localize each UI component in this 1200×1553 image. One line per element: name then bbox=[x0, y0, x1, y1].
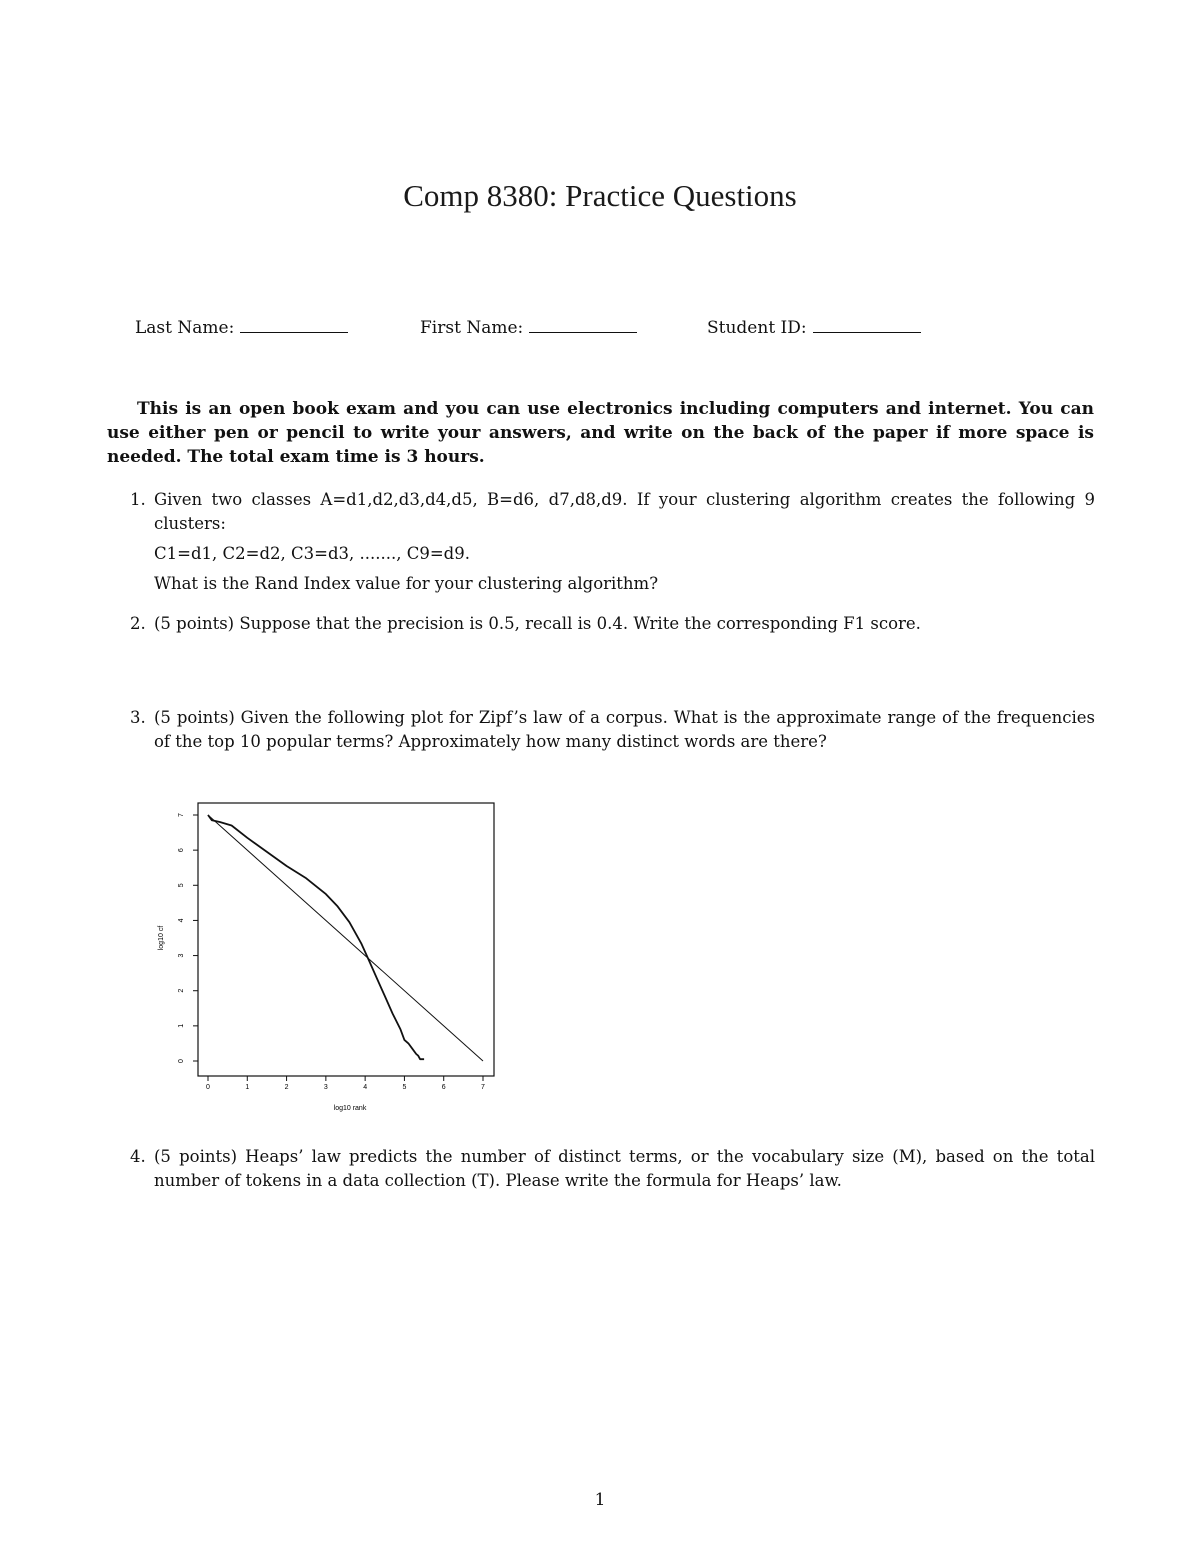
x-tick-label: 1 bbox=[245, 1084, 250, 1091]
x-tick-label: 4 bbox=[363, 1084, 368, 1091]
last-name-field[interactable] bbox=[135, 318, 348, 338]
y-tick-label: 6 bbox=[178, 848, 185, 853]
exam-instructions: This is an open book exam and you can use electronics including computers and internet. You can use either pen or pencil to write your answers, and write on the back of the paper if more space is needed. The total exam time is 3 hours. bbox=[107, 399, 1094, 467]
y-axis-label: log10 cf bbox=[158, 925, 165, 951]
first-name-blank[interactable] bbox=[529, 318, 637, 333]
x-axis-ticks bbox=[206, 1076, 485, 1091]
question-text: Given two classes A=d1,d2,d3,d4,d5, B=d6, d7,d8,d9. If your clustering algorithm creates the following 9 clusters: bbox=[154, 490, 1095, 533]
y-tick-label: 5 bbox=[178, 883, 185, 888]
question-number: 4. bbox=[130, 1147, 146, 1166]
y-tick-label: 1 bbox=[178, 1023, 185, 1028]
y-tick-label: 0 bbox=[178, 1059, 185, 1063]
x-tick-label: 6 bbox=[441, 1084, 446, 1091]
plot-series bbox=[208, 815, 483, 1061]
page-title: Comp 8380: Practice Questions bbox=[403, 178, 797, 213]
question-4 bbox=[130, 1145, 1095, 1193]
plot-frame bbox=[198, 803, 494, 1076]
student-id-blank[interactable] bbox=[813, 318, 921, 333]
first-name-field[interactable] bbox=[420, 318, 637, 338]
question-number: 1. bbox=[130, 490, 146, 509]
y-tick-label: 4 bbox=[178, 918, 185, 923]
question-prompt: What is the Rand Index value for your clustering algorithm? bbox=[154, 574, 659, 593]
x-tick-label: 5 bbox=[402, 1084, 407, 1091]
question-1 bbox=[130, 488, 1095, 596]
question-2 bbox=[130, 612, 1095, 636]
x-tick-label: 7 bbox=[481, 1084, 485, 1091]
page-number: 1 bbox=[594, 1490, 606, 1510]
x-tick-label: 3 bbox=[323, 1084, 328, 1091]
x-tick-label: 0 bbox=[206, 1084, 210, 1091]
x-axis-label: log10 rank bbox=[333, 1105, 367, 1112]
question-number: 2. bbox=[130, 614, 146, 633]
zipf-fit-line bbox=[208, 815, 483, 1061]
zipf-curve bbox=[208, 815, 424, 1059]
y-tick-label: 2 bbox=[178, 988, 185, 993]
y-axis-ticks bbox=[178, 813, 198, 1063]
question-text: (5 points) Heaps’ law predicts the number of distinct terms, or the vocabulary size (M), based on the total number of tokens in a data collection (T). Please write the formula for Heaps’ law. bbox=[154, 1147, 1095, 1190]
student-id-field[interactable] bbox=[707, 318, 921, 338]
first-name-label: First Name: bbox=[420, 318, 524, 338]
y-tick-label: 3 bbox=[178, 953, 185, 958]
last-name-label: Last Name: bbox=[135, 318, 235, 338]
question-text: (5 points) Suppose that the precision is 0.5, recall is 0.4. Write the corresponding F1 score. bbox=[154, 614, 921, 633]
question-3 bbox=[130, 706, 1095, 754]
question-text: (5 points) Given the following plot for Zipf’s law of a corpus. What is the approximate range of the frequencies of the top 10 popular terms? Approximately how many distinct words are there? bbox=[154, 708, 1095, 751]
y-tick-label: 7 bbox=[178, 813, 185, 817]
question-clusters: C1=d1, C2=d2, C3=d3, ......., C9=d9. bbox=[154, 544, 470, 563]
student-id-label: Student ID: bbox=[707, 318, 807, 338]
question-number: 3. bbox=[130, 708, 146, 727]
last-name-blank[interactable] bbox=[240, 318, 348, 333]
zipf-plot bbox=[150, 795, 510, 1125]
x-tick-label: 2 bbox=[284, 1084, 289, 1091]
